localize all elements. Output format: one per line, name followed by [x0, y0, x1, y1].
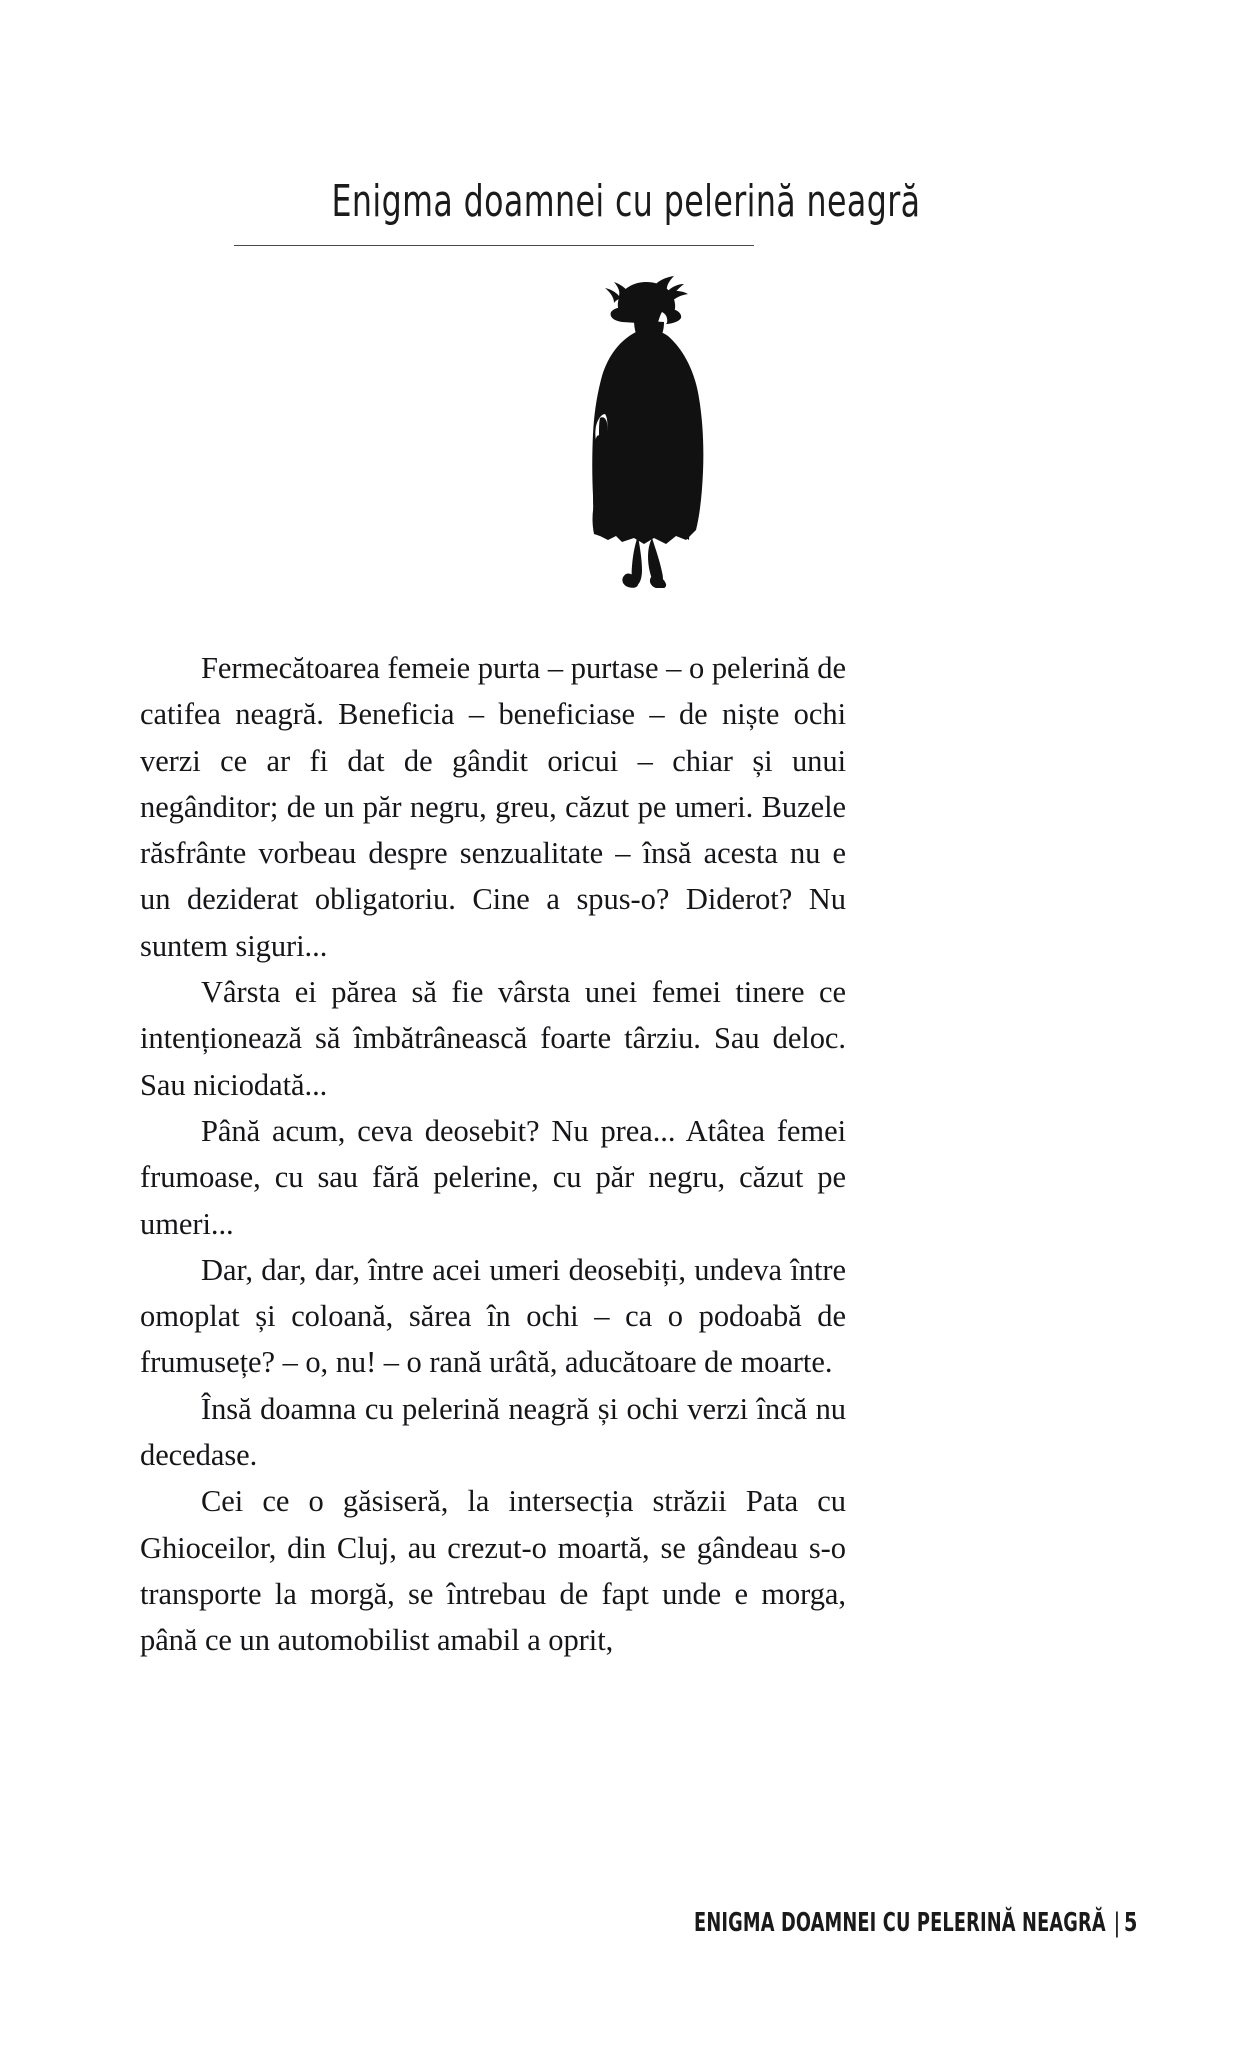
body-text-block	[140, 645, 846, 1664]
page-footer	[0, 1908, 1252, 1938]
chapter-title: Enigma doamnei cu pelerină neagră	[331, 176, 921, 227]
cloaked-lady-silhouette-illustration	[556, 268, 746, 588]
paragraph: Până acum, ceva deosebit? Nu prea... Atâtea femei frumoase, cu sau fără pelerine, cu păr negru, căzut pe umeri...	[140, 1113, 846, 1241]
paragraph: Vârsta ei părea să fie vârsta unei femei tinere ce intenționează să îmbătrânească foarte târziu. Sau deloc. Sau niciodată...	[140, 975, 846, 1102]
paragraph: Dar, dar, dar, între acei umeri deosebiți, undeva între omoplat și coloană, sărea în ochi – ca o podoabă de frumusețe? – o, nu! – o rană urâtă, aducătoare de moarte.	[140, 1252, 846, 1380]
footer-page-number: 5	[1123, 1908, 1138, 1938]
title-divider-rule	[234, 245, 754, 246]
paragraph: Cei ce o găsiseră, la intersecția străzii Pata cu Ghioceilor, din Cluj, au crezut-o moartă, se gândeau s-o transporte la morgă, se întrebau de fapt unde e morga, până ce un automobilist amabil a oprit,	[140, 1484, 846, 1658]
footer-running-head: ENIGMA DOAMNEI CU PELERINĂ NEAGRĂ	[693, 1908, 1106, 1938]
paragraph: Însă doamna cu pelerină neagră și ochi verzi încă nu decedase.	[140, 1391, 846, 1473]
paragraph: Fermecătoarea femeie purta – purtase – o pelerină de catifea neagră. Beneficia – beneficiase – de niște ochi verzi ce ar fi dat de gândit oricui – chiar și unui negânditor; de un păr negru, greu, căzut pe umeri. Buzele răsfrânte vorbeau despre senzualitate – însă acesta nu e un deziderat obligatoriu. Cine a spus-o? Diderot? Nu suntem siguri...	[140, 651, 846, 963]
footer-separator: |	[1113, 1908, 1122, 1938]
